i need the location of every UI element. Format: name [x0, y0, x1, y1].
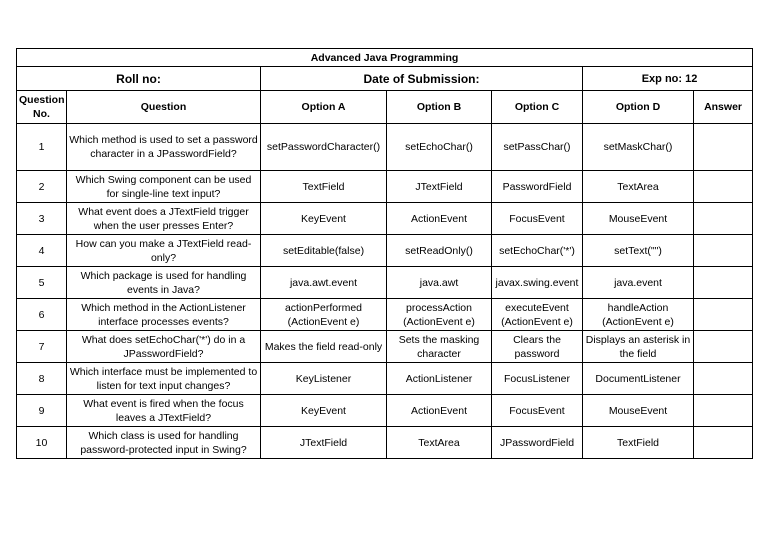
date-of-submission-label[interactable]: Date of Submission:	[261, 67, 583, 91]
option-a: setEditable(false)	[261, 235, 387, 267]
header-option-a: Option A	[261, 91, 387, 124]
option-d: setText("")	[583, 235, 694, 267]
option-d: Displays an asterisk in the field	[583, 331, 694, 363]
option-a: Makes the field read-only	[261, 331, 387, 363]
question-number: 2	[17, 171, 67, 203]
question-text: What event is fired when the focus leaves a JTextField?	[67, 395, 261, 427]
title-row	[17, 49, 753, 67]
answer-cell[interactable]	[694, 203, 753, 235]
answer-cell[interactable]	[694, 331, 753, 363]
option-c: JPasswordField	[492, 427, 583, 459]
header-option-c: Option C	[492, 91, 583, 124]
answer-cell[interactable]	[694, 171, 753, 203]
option-c: executeEvent (ActionEvent e)	[492, 299, 583, 331]
question-text: What event does a JTextField trigger when the user presses Enter?	[67, 203, 261, 235]
option-c: setPassChar()	[492, 124, 583, 171]
table-row	[17, 427, 753, 459]
header-row	[17, 91, 753, 124]
option-d: DocumentListener	[583, 363, 694, 395]
table-row	[17, 395, 753, 427]
option-a: KeyEvent	[261, 203, 387, 235]
answer-cell[interactable]	[694, 395, 753, 427]
header-question-no: Question No.	[17, 91, 67, 124]
option-b: processAction (ActionEvent e)	[387, 299, 492, 331]
question-text: Which interface must be implemented to listen for text input changes?	[67, 363, 261, 395]
option-b: ActionListener	[387, 363, 492, 395]
option-a: actionPerformed (ActionEvent e)	[261, 299, 387, 331]
question-text: Which method is used to set a password character in a JPasswordField?	[67, 124, 261, 171]
option-c: PasswordField	[492, 171, 583, 203]
answer-cell[interactable]	[694, 235, 753, 267]
option-a: TextField	[261, 171, 387, 203]
table-row	[17, 299, 753, 331]
sheet-title: Advanced Java Programming	[17, 49, 753, 67]
table-row	[17, 363, 753, 395]
question-text: Which package is used for handling events in Java?	[67, 267, 261, 299]
question-number: 5	[17, 267, 67, 299]
option-c: FocusEvent	[492, 203, 583, 235]
option-d: TextField	[583, 427, 694, 459]
question-number: 8	[17, 363, 67, 395]
question-text: What does setEchoChar('*') do in a JPasswordField?	[67, 331, 261, 363]
table-row	[17, 235, 753, 267]
option-a: KeyEvent	[261, 395, 387, 427]
option-b: TextArea	[387, 427, 492, 459]
option-c: FocusListener	[492, 363, 583, 395]
option-b: ActionEvent	[387, 395, 492, 427]
option-b: Sets the masking character	[387, 331, 492, 363]
question-number: 6	[17, 299, 67, 331]
question-number: 3	[17, 203, 67, 235]
option-b: java.awt	[387, 267, 492, 299]
answer-cell[interactable]	[694, 299, 753, 331]
header-question: Question	[67, 91, 261, 124]
quiz-table	[16, 48, 753, 459]
question-text: Which Swing component can be used for single-line text input?	[67, 171, 261, 203]
answer-cell[interactable]	[694, 363, 753, 395]
option-a: KeyListener	[261, 363, 387, 395]
roll-no-label[interactable]: Roll no:	[17, 67, 261, 91]
option-b: setReadOnly()	[387, 235, 492, 267]
option-d: handleAction (ActionEvent e)	[583, 299, 694, 331]
option-d: setMaskChar()	[583, 124, 694, 171]
option-b: ActionEvent	[387, 203, 492, 235]
question-number: 9	[17, 395, 67, 427]
table-row	[17, 124, 753, 171]
table-row	[17, 203, 753, 235]
answer-cell[interactable]	[694, 427, 753, 459]
header-option-b: Option B	[387, 91, 492, 124]
option-a: JTextField	[261, 427, 387, 459]
option-a: java.awt.event	[261, 267, 387, 299]
meta-row	[17, 67, 753, 91]
option-c: javax.swing.event	[492, 267, 583, 299]
question-number: 1	[17, 124, 67, 171]
question-number: 10	[17, 427, 67, 459]
exp-no-label: Exp no: 12	[583, 67, 753, 91]
option-c: FocusEvent	[492, 395, 583, 427]
header-option-d: Option D	[583, 91, 694, 124]
question-number: 4	[17, 235, 67, 267]
option-d: java.event	[583, 267, 694, 299]
option-d: MouseEvent	[583, 203, 694, 235]
option-d: MouseEvent	[583, 395, 694, 427]
option-c: Clears the password	[492, 331, 583, 363]
answer-cell[interactable]	[694, 267, 753, 299]
table-row	[17, 171, 753, 203]
option-c: setEchoChar('*')	[492, 235, 583, 267]
question-text: Which method in the ActionListener interface processes events?	[67, 299, 261, 331]
question-text: Which class is used for handling password-protected input in Swing?	[67, 427, 261, 459]
question-number: 7	[17, 331, 67, 363]
table-row	[17, 331, 753, 363]
option-b: setEchoChar()	[387, 124, 492, 171]
option-d: TextArea	[583, 171, 694, 203]
option-a: setPasswordCharacter()	[261, 124, 387, 171]
header-answer: Answer	[694, 91, 753, 124]
answer-cell[interactable]	[694, 124, 753, 171]
table-row	[17, 267, 753, 299]
option-b: JTextField	[387, 171, 492, 203]
question-text: How can you make a JTextField read-only?	[67, 235, 261, 267]
